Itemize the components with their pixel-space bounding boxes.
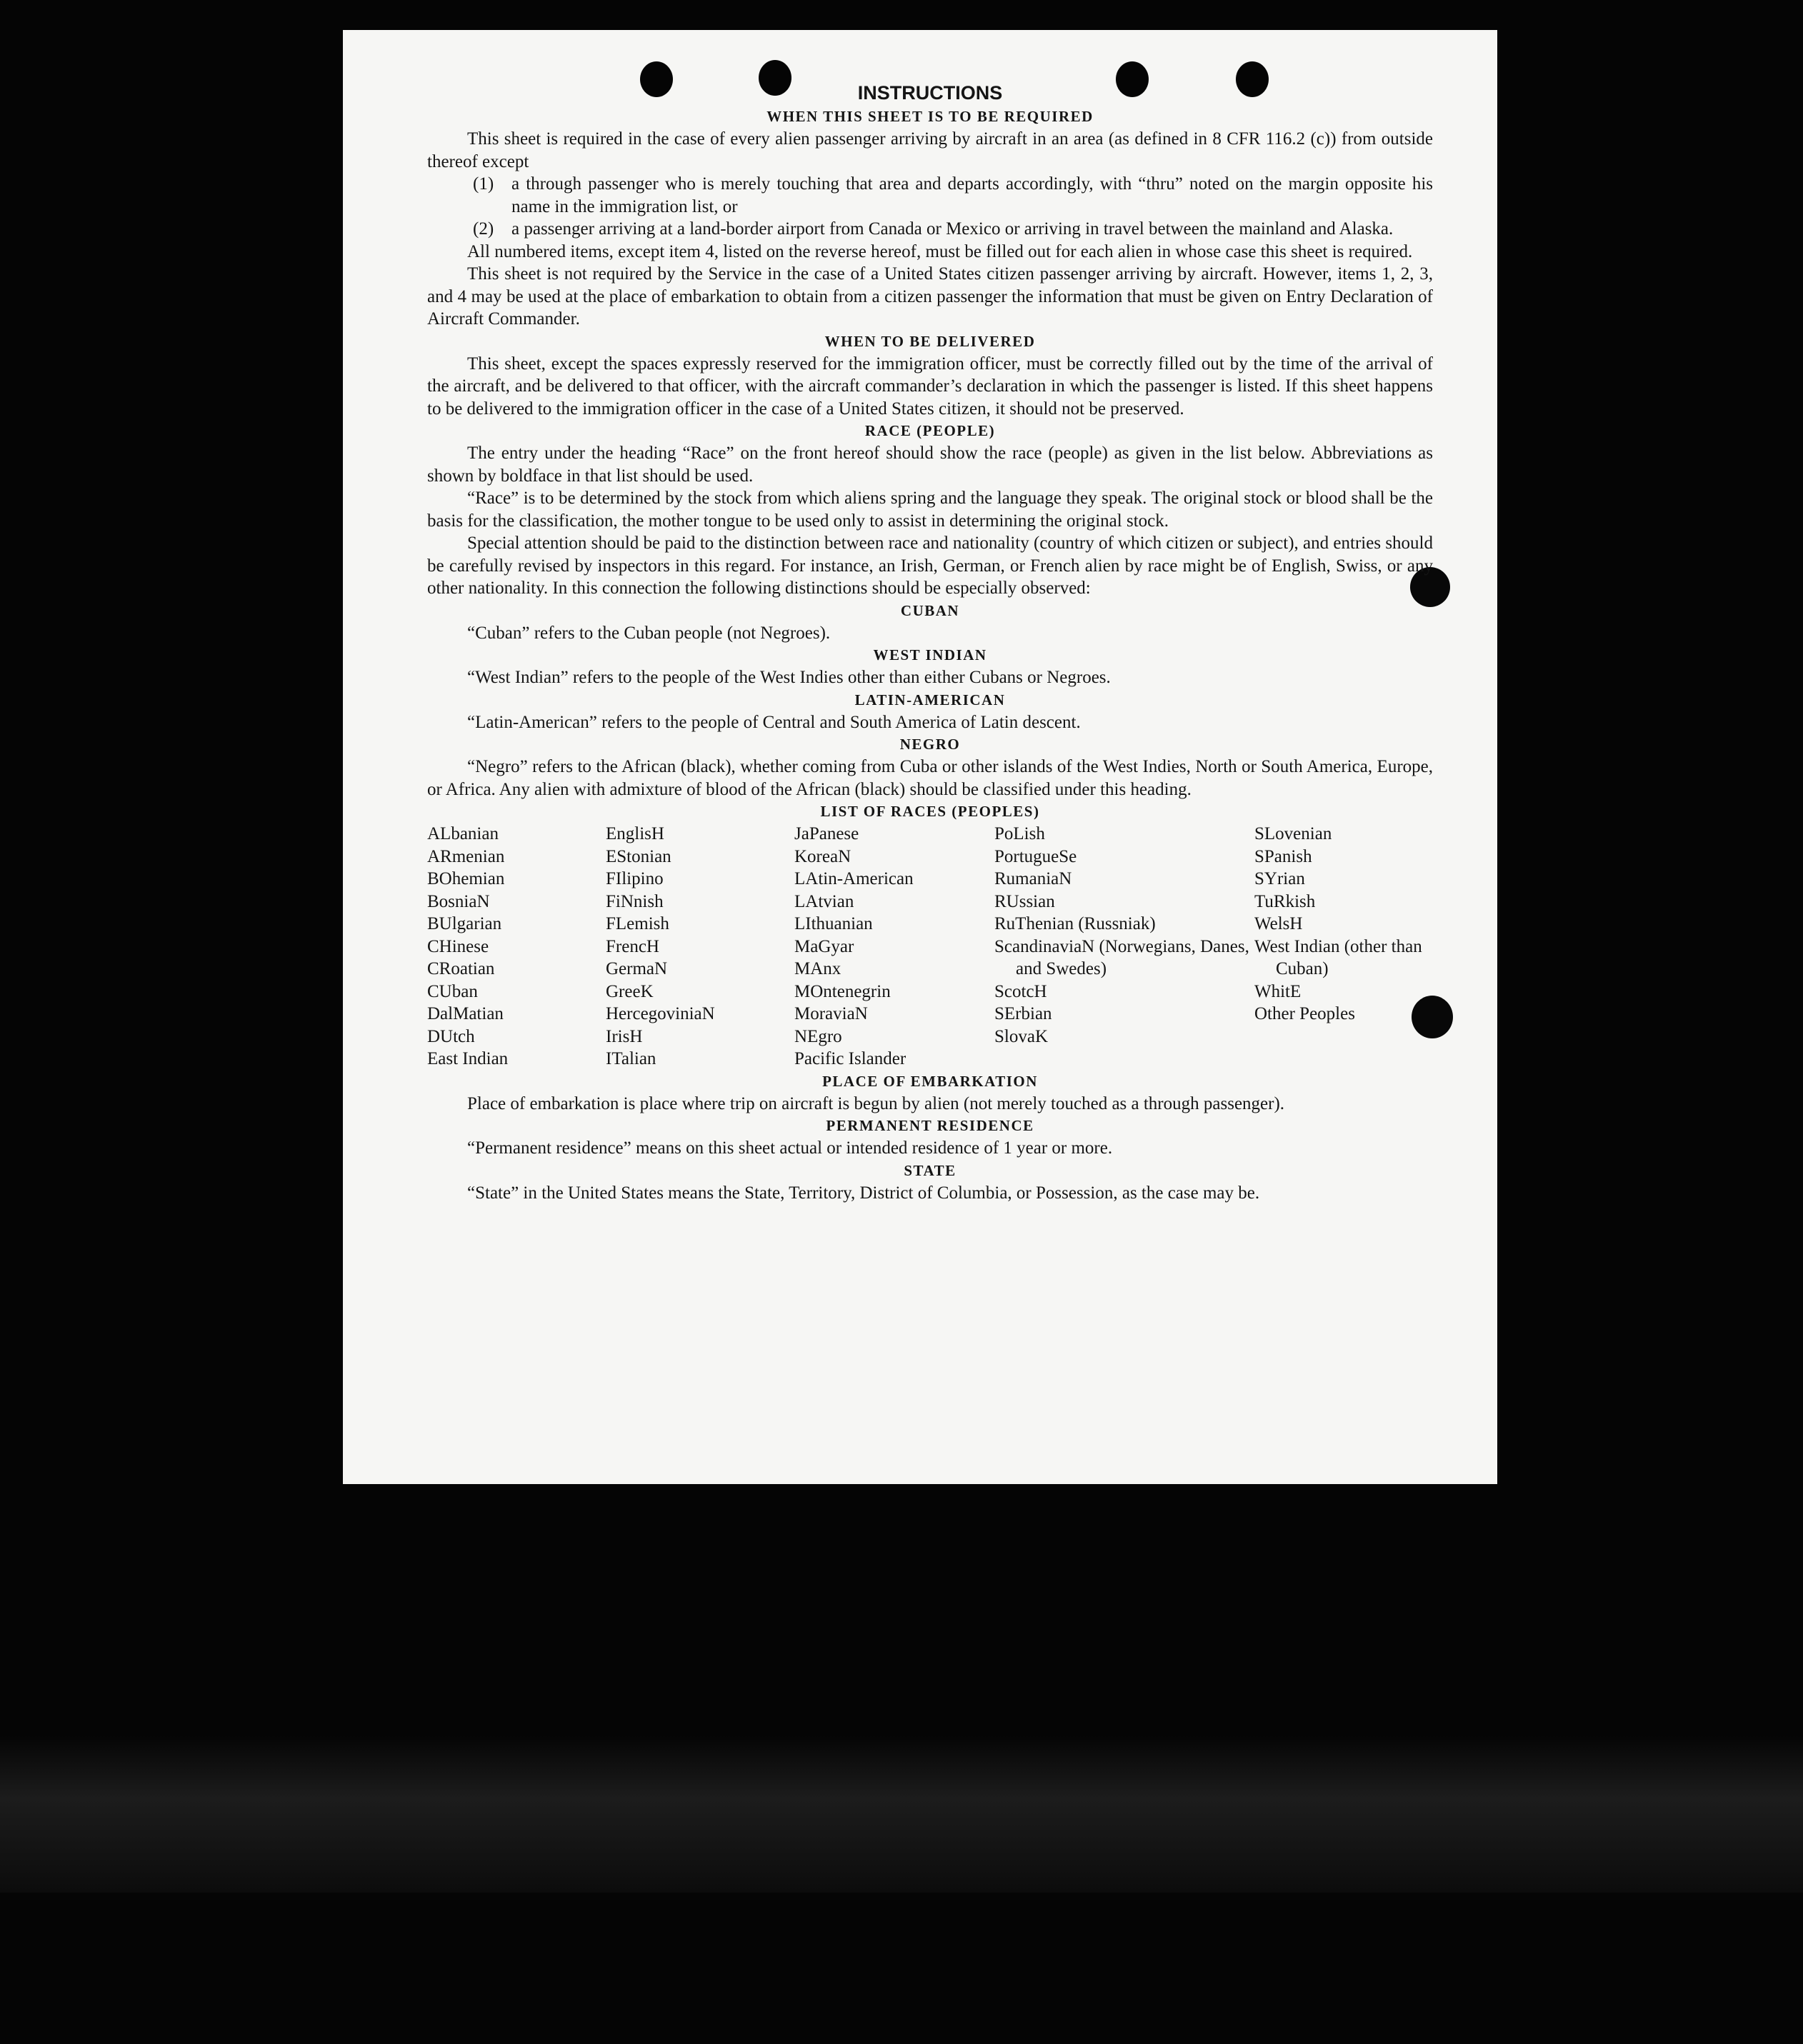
paragraph: All numbered items, except item 4, listed on the reverse hereof, must be filled out for each alien in whose case this sheet is required. xyxy=(467,241,1413,261)
background-shadow xyxy=(0,1735,1803,1893)
race-entry: ITalian xyxy=(606,1049,656,1068)
race-entry: RumaniaN xyxy=(994,869,1072,888)
races-column xyxy=(994,823,1254,1071)
race-entry: ScotcH xyxy=(994,981,1047,1001)
race-entry: GermaN xyxy=(606,959,668,978)
section-heading: CUBAN xyxy=(900,601,960,619)
paragraph: “West Indian” refers to the people of the West Indies other than either Cubans or Negroes. xyxy=(467,668,1111,687)
race-entry: DUtch xyxy=(427,1026,475,1046)
race-entry: GreeK xyxy=(606,981,654,1001)
race-entry: WelsH xyxy=(1254,914,1303,933)
instructions-text xyxy=(427,80,1433,1204)
race-entry: EnglisH xyxy=(606,824,664,843)
race-entry: Pacific Islander xyxy=(794,1049,907,1068)
races-column xyxy=(606,823,794,1071)
paragraph: This sheet is required in the case of every alien passenger arriving by aircraft in an area (as defined in 8 CFR 116.2 (c)) from outside thereof except xyxy=(427,129,1433,171)
race-entry: NEgro xyxy=(794,1026,842,1046)
paragraph: “Race” is to be determined by the stock from which aliens spring and the language they speak. The original stock or blood shall be the basis for the classification, the mother tongue to be used only to assist in determining the original stock. xyxy=(427,489,1433,531)
race-entry: BOhemian xyxy=(427,869,505,888)
race-entry: RUssian xyxy=(994,891,1055,911)
section-heading: RACE (PEOPLE) xyxy=(864,422,996,439)
race-entry: RuThenian (Russniak) xyxy=(994,914,1156,933)
race-entry: FrencH xyxy=(606,936,659,956)
race-entry: MaGyar xyxy=(794,936,854,956)
race-entry: IrisH xyxy=(606,1026,643,1046)
race-entry: East Indian xyxy=(427,1049,509,1068)
race-entry: SPanish xyxy=(1254,846,1312,866)
races-column xyxy=(794,823,994,1071)
race-entry: ARmenian xyxy=(427,846,505,866)
race-entry: ALbanian xyxy=(427,824,499,843)
section-heading: WEST INDIAN xyxy=(873,646,987,663)
section-heading: LATIN-AMERICAN xyxy=(854,691,1006,708)
paragraph: “Cuban” refers to the Cuban people (not Negroes). xyxy=(467,623,831,643)
document-sheet xyxy=(343,30,1497,1484)
race-entry: CUban xyxy=(427,981,478,1001)
race-entry: DalMatian xyxy=(427,1004,504,1023)
race-entry: KoreaN xyxy=(794,846,851,866)
race-entry: FIlipino xyxy=(606,869,664,888)
race-entry: TuRkish xyxy=(1254,891,1316,911)
list-item xyxy=(473,173,1433,218)
race-entry: FiNnish xyxy=(606,891,664,911)
race-entry: LIthuanian xyxy=(794,914,873,933)
section-heading: WHEN THIS SHEET IS TO BE REQUIRED xyxy=(766,108,1094,125)
race-entry: SErbian xyxy=(994,1004,1052,1023)
race-entry: PortugueSe xyxy=(994,846,1077,866)
paragraph: “State” in the United States means the State, Territory, District of Columbia, or Possession, as the case may be. xyxy=(467,1183,1260,1203)
list-item xyxy=(473,218,1433,241)
item-number: (2) xyxy=(473,219,494,239)
section-heading: WHEN TO BE DELIVERED xyxy=(824,332,1036,350)
races-column xyxy=(1254,823,1433,1071)
item-text: a passenger arriving at a land-border airport from Canada or Mexico or arriving in travel between the mainland and Alaska. xyxy=(511,219,1394,239)
race-entry: CRoatian xyxy=(427,959,495,978)
race-entry: Other Peoples xyxy=(1254,1004,1355,1023)
section-heading: STATE xyxy=(904,1161,957,1179)
paragraph: “Negro” refers to the African (black), whether coming from Cuba or other islands of the West Indies, North or South America, Europe, or Africa. Any alien with admixture of blood of the African (black) should be classified under this heading. xyxy=(427,757,1433,799)
paragraph: Place of embarkation is place where trip on aircraft is begun by alien (not merely touched as a through passenger). xyxy=(467,1093,1285,1113)
race-entry: SLovenian xyxy=(1254,824,1332,843)
race-entry: SlovaK xyxy=(994,1026,1048,1046)
section-heading: PERMANENT RESIDENCE xyxy=(826,1117,1034,1134)
race-entry: West Indian (other than Cuban) xyxy=(1254,936,1422,978)
paragraph: Special attention should be paid to the distinction between race and nationality (country of which citizen or subject), and entries should be carefully revised by inspectors in this regard. For instance, an Irish, German, or French alien by race might be of English, Swiss, or any other nationality. In this connection the following distinctions should be especially observed: xyxy=(427,533,1433,598)
races-column xyxy=(427,823,606,1071)
race-entry: SYrian xyxy=(1254,869,1305,888)
section-heading: NEGRO xyxy=(899,736,961,753)
race-entry: BosniaN xyxy=(427,891,490,911)
race-entry: PoLish xyxy=(994,824,1045,843)
paragraph: “Latin-American” refers to the people of Central and South America of Latin descent. xyxy=(467,712,1081,732)
paragraph: The entry under the heading “Race” on the front hereof should show the race (people) as given in the list below. Abbreviations as shown by boldface in that list should be used. xyxy=(427,444,1433,486)
item-number: (1) xyxy=(473,174,494,194)
race-entry: FLemish xyxy=(606,914,669,933)
race-entry: WhitE xyxy=(1254,981,1302,1001)
race-entry: LAtvian xyxy=(794,891,854,911)
section-heading: PLACE OF EMBARKATION xyxy=(822,1072,1038,1090)
race-entry: ScandinaviaN (Norwegians, Danes, and Swedes) xyxy=(994,936,1249,978)
race-entry: BUlgarian xyxy=(427,914,502,933)
section-heading: LIST OF RACES (PEOPLES) xyxy=(820,803,1040,820)
race-entry: LAtin-American xyxy=(794,869,914,888)
page-title: INSTRUCTIONS xyxy=(857,82,1003,104)
race-entry: MAnx xyxy=(794,959,841,978)
race-entry: MoraviaN xyxy=(794,1004,868,1023)
paragraph: “Permanent residence” means on this sheet actual or intended residence of 1 year or more. xyxy=(467,1138,1113,1158)
paragraph: This sheet, except the spaces expressly reserved for the immigration officer, must be correctly filled out by the time of the arrival of the aircraft, and be delivered to that officer, with the aircraft commander’s declaration in which the passenger is listed. If this sheet happens to be delivered to the immigration officer in the case of a United States citizen, it should not be preserved. xyxy=(427,354,1433,419)
race-entry: JaPanese xyxy=(794,824,859,843)
race-entry: CHinese xyxy=(427,936,489,956)
race-entry: HercegoviniaN xyxy=(606,1004,715,1023)
paragraph: This sheet is not required by the Service in the case of a United States citizen passenger arriving by aircraft. However, items 1, 2, 3, and 4 may be used at the place of embarkation to obtain from a citizen passenger the information that must be given on Entry Declaration of Aircraft Commander. xyxy=(427,264,1433,329)
item-text: a through passenger who is merely touching that area and departs accordingly, with “thru” noted on the margin opposite his name in the immigration list, or xyxy=(511,174,1433,216)
races-list xyxy=(427,823,1433,1071)
race-entry: EStonian xyxy=(606,846,671,866)
race-entry: MOntenegrin xyxy=(794,981,891,1001)
